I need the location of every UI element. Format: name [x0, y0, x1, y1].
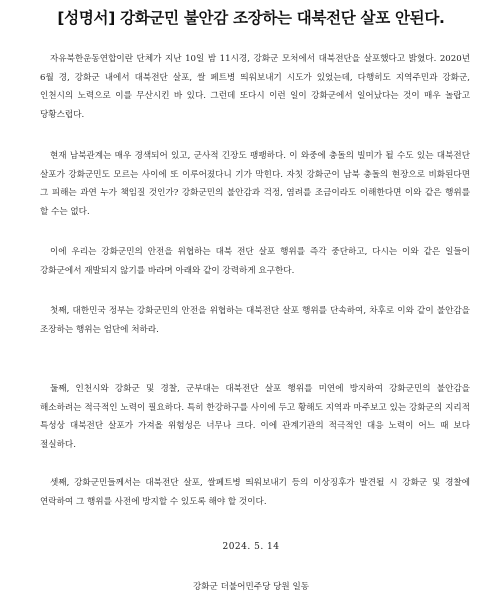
statement-date: 2024. 5. 14: [222, 542, 280, 552]
statement-title: [성명서] 강화군민 불안감 조장하는 대북전단 살포 안된다.: [57, 9, 445, 27]
paragraph-demand-third: 셋째, 강화군민들께서는 대북전단 살포, 쌀페트병 띄워보내기 등의 이상징후가 발견될 시 강화군 및 경찰에 연락하여 그 행위를 사전에 방지할 수 있도록 해야 할 것이다.: [40, 478, 470, 507]
paragraph-demand-intro: 이에 우리는 강화군민의 안전을 위협하는 대북 전단 살포 행위를 즉각 중단하고, 다시는 이와 같은 일들이 강화군에서 재발되지 않기를 바라며 아래와 같이 강력하게 요구한다.: [40, 247, 470, 276]
paragraph-intro: 자유북한운동연합이란 단체가 지난 10일 밤 11시경, 강화군 모처에서 대북전단을 살포했다고 밝혔다. 2020년 6월 경, 강화군 내에서 대북전단 살포, 쌀 페트병 띄워보내기 시도가 있었는데, 다행히도 지역주민과 강화군, 인천시의 노력으로 이를 무산시킨 바 있다. 그런데 또다시 이런 일이 강화군에서 일어났다는 것이 매우 놀랍고 당황스럽다.: [40, 54, 470, 120]
paragraph-demand-second: 둘째, 인천시와 강화군 및 경찰, 군부대는 대북전단 살포 행위를 미연에 방지하여 강화군민의 불안감을 해소하려는 적극적인 노력이 필요하다. 특히 한강하구를 사이에 두고 황해도 지역과 마주보고 있는 강화군의 지리적 특성상 대북전단 살포가 가져올 위험성은 너무나 크다. 이에 관계기관의 적극적인 대응 노력이 어느 때 보다 절실하다.: [40, 384, 470, 450]
statement-signature: 강화군 더불어민주당 당원 일동: [192, 582, 310, 592]
paragraph-situation: 현재 남북관계는 매우 경색되어 있고, 군사적 긴장도 팽팽하다. 이 와중에 충돌의 빌미가 될 수도 있는 대북전단 살포가 강화군민도 모르는 사이에 또 이루어졌다니 기가 막힌다. 자칫 강화군이 남북 충돌의 현장으로 비화된다면 그 피해는 과연 누가 책임질 것인가? 강화군민의 불안감과 걱정, 염려를 조금이라도 이해한다면 이와 같은 행위를 할 수는 없다.: [40, 151, 470, 217]
paragraph-demand-first: 첫째, 대한민국 정부는 강화군민의 안전을 위협하는 대북전단 살포 행위를 단속하여, 차후로 이와 같이 불안감을 조장하는 행위는 엄단에 처하라.: [40, 306, 470, 335]
